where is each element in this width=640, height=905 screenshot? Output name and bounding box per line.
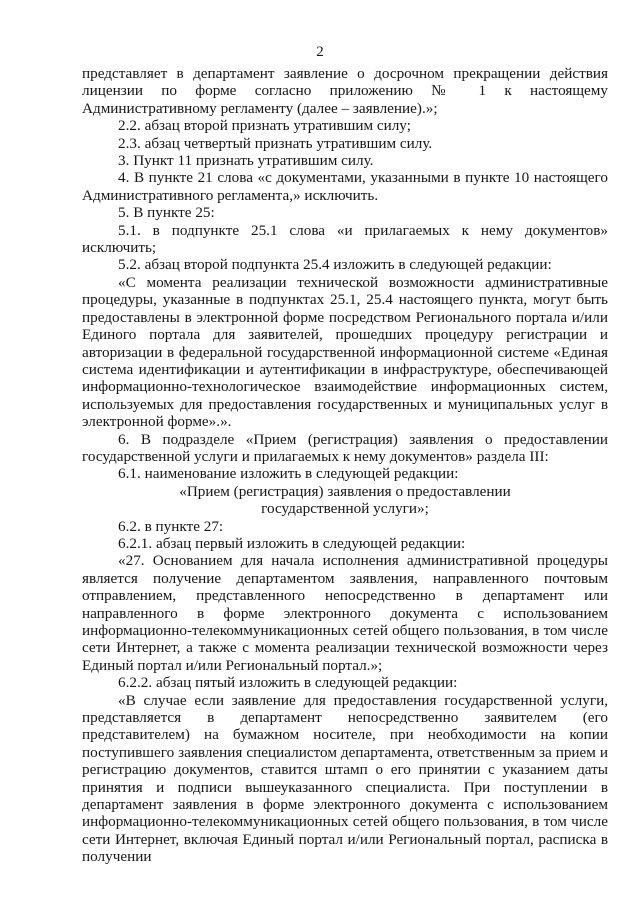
quote-6-2-2: «В случае если заявление для предоставления государственной услуги, представляется в департамент непосредственно заявителем (его представителем) на бумажном носителе, при необходимости на копии поступившего заявления специалистом департамента, ответственным за прием и регистрацию документов, ставится штамп о его принятии с указанием даты принятия и подписи вышеуказанного специалиста. При поступлении в департамент заявления в форме электронного документа с использованием информационно-телекоммуникационных сетей общего пользования, в том числе сети Интернет, включая Единый портал и/или Региональный портал, расписка в получении <box>82 691 608 866</box>
page-number: 2 <box>316 44 324 60</box>
paragraph-3: 3. Пункт 11 признать утратившим силу. <box>118 152 374 170</box>
quote-heading-line-2: государственной услуги»; <box>261 500 429 518</box>
quote-27: «27. Основанием для начала исполнения административной процедуры является получение департаментом заявления, направленного почтовым отправлением, представленного непосредственно в департамент или направленного в форме электронного документа с использованием информационно-телекоммуникационных сетей общего пользования, в том числе сети Интернет, а также с момента реализации технической возможности через Единый портал и/или Региональный портал.»; <box>82 552 608 674</box>
paragraph-5-1: 5.1. в подпункте 25.1 слова «и прилагаемых к нему документов» исключить; <box>82 221 608 257</box>
quote-heading-line-1: «Прием (регистрация) заявления о предоставлении <box>179 482 511 500</box>
paragraph-6-2-1: 6.2.1. абзац первый изложить в следующей редакции: <box>118 534 466 552</box>
paragraph-5-2: 5.2. абзац второй подпункта 25.4 изложить в следующей редакции: <box>118 256 552 274</box>
paragraph-4: 4. В пункте 21 слова «с документами, указанными в пункте 10 настоящего Административного регламента,» исключить. <box>82 169 608 204</box>
quote-5-2: «С момента реализации технической возможности административные процедуры, указанные в подпунктах 25.1, 25.4 настоящего пункта, могут быть предоставлены в электронной форме посредством Регионального портала и/или Единого портала для заявителей, прошедших процедуру регистрации и авторизации в федеральной государственной информационной системе «Единая система идентификации и аутентификации в инфраструктуре, обеспечивающей информационно-технологическое взаимодействие информационных систем, используемых для предоставления государственных и муниципальных услуг в электронной форме».». <box>82 273 608 431</box>
document-body <box>82 65 608 866</box>
paragraph-6-2-2: 6.2.2. абзац пятый изложить в следующей редакции: <box>118 674 458 692</box>
paragraph-6: 6. В подразделе «Прием (регистрация) заявления о предоставлении государственной услуги и прилагаемых к нему документов» раздела III: <box>82 430 608 465</box>
paragraph-6-2: 6.2. в пункте 27: <box>118 517 224 535</box>
paragraph-intro-continuation: представляет в департамент заявление о досрочном прекращении действия лицензии по форме согласно приложению № 1 к настоящему Административному регламенту (далее – заявление).»; <box>82 65 608 117</box>
paragraph-5: 5. В пункте 25: <box>118 204 215 222</box>
paragraph-2-2: 2.2. абзац второй признать утратившим силу; <box>118 117 411 135</box>
paragraph-6-1: 6.1. наименование изложить в следующей редакции: <box>118 465 459 483</box>
paragraph-2-3: 2.3. абзац четвертый признать утратившим силу. <box>118 134 433 152</box>
